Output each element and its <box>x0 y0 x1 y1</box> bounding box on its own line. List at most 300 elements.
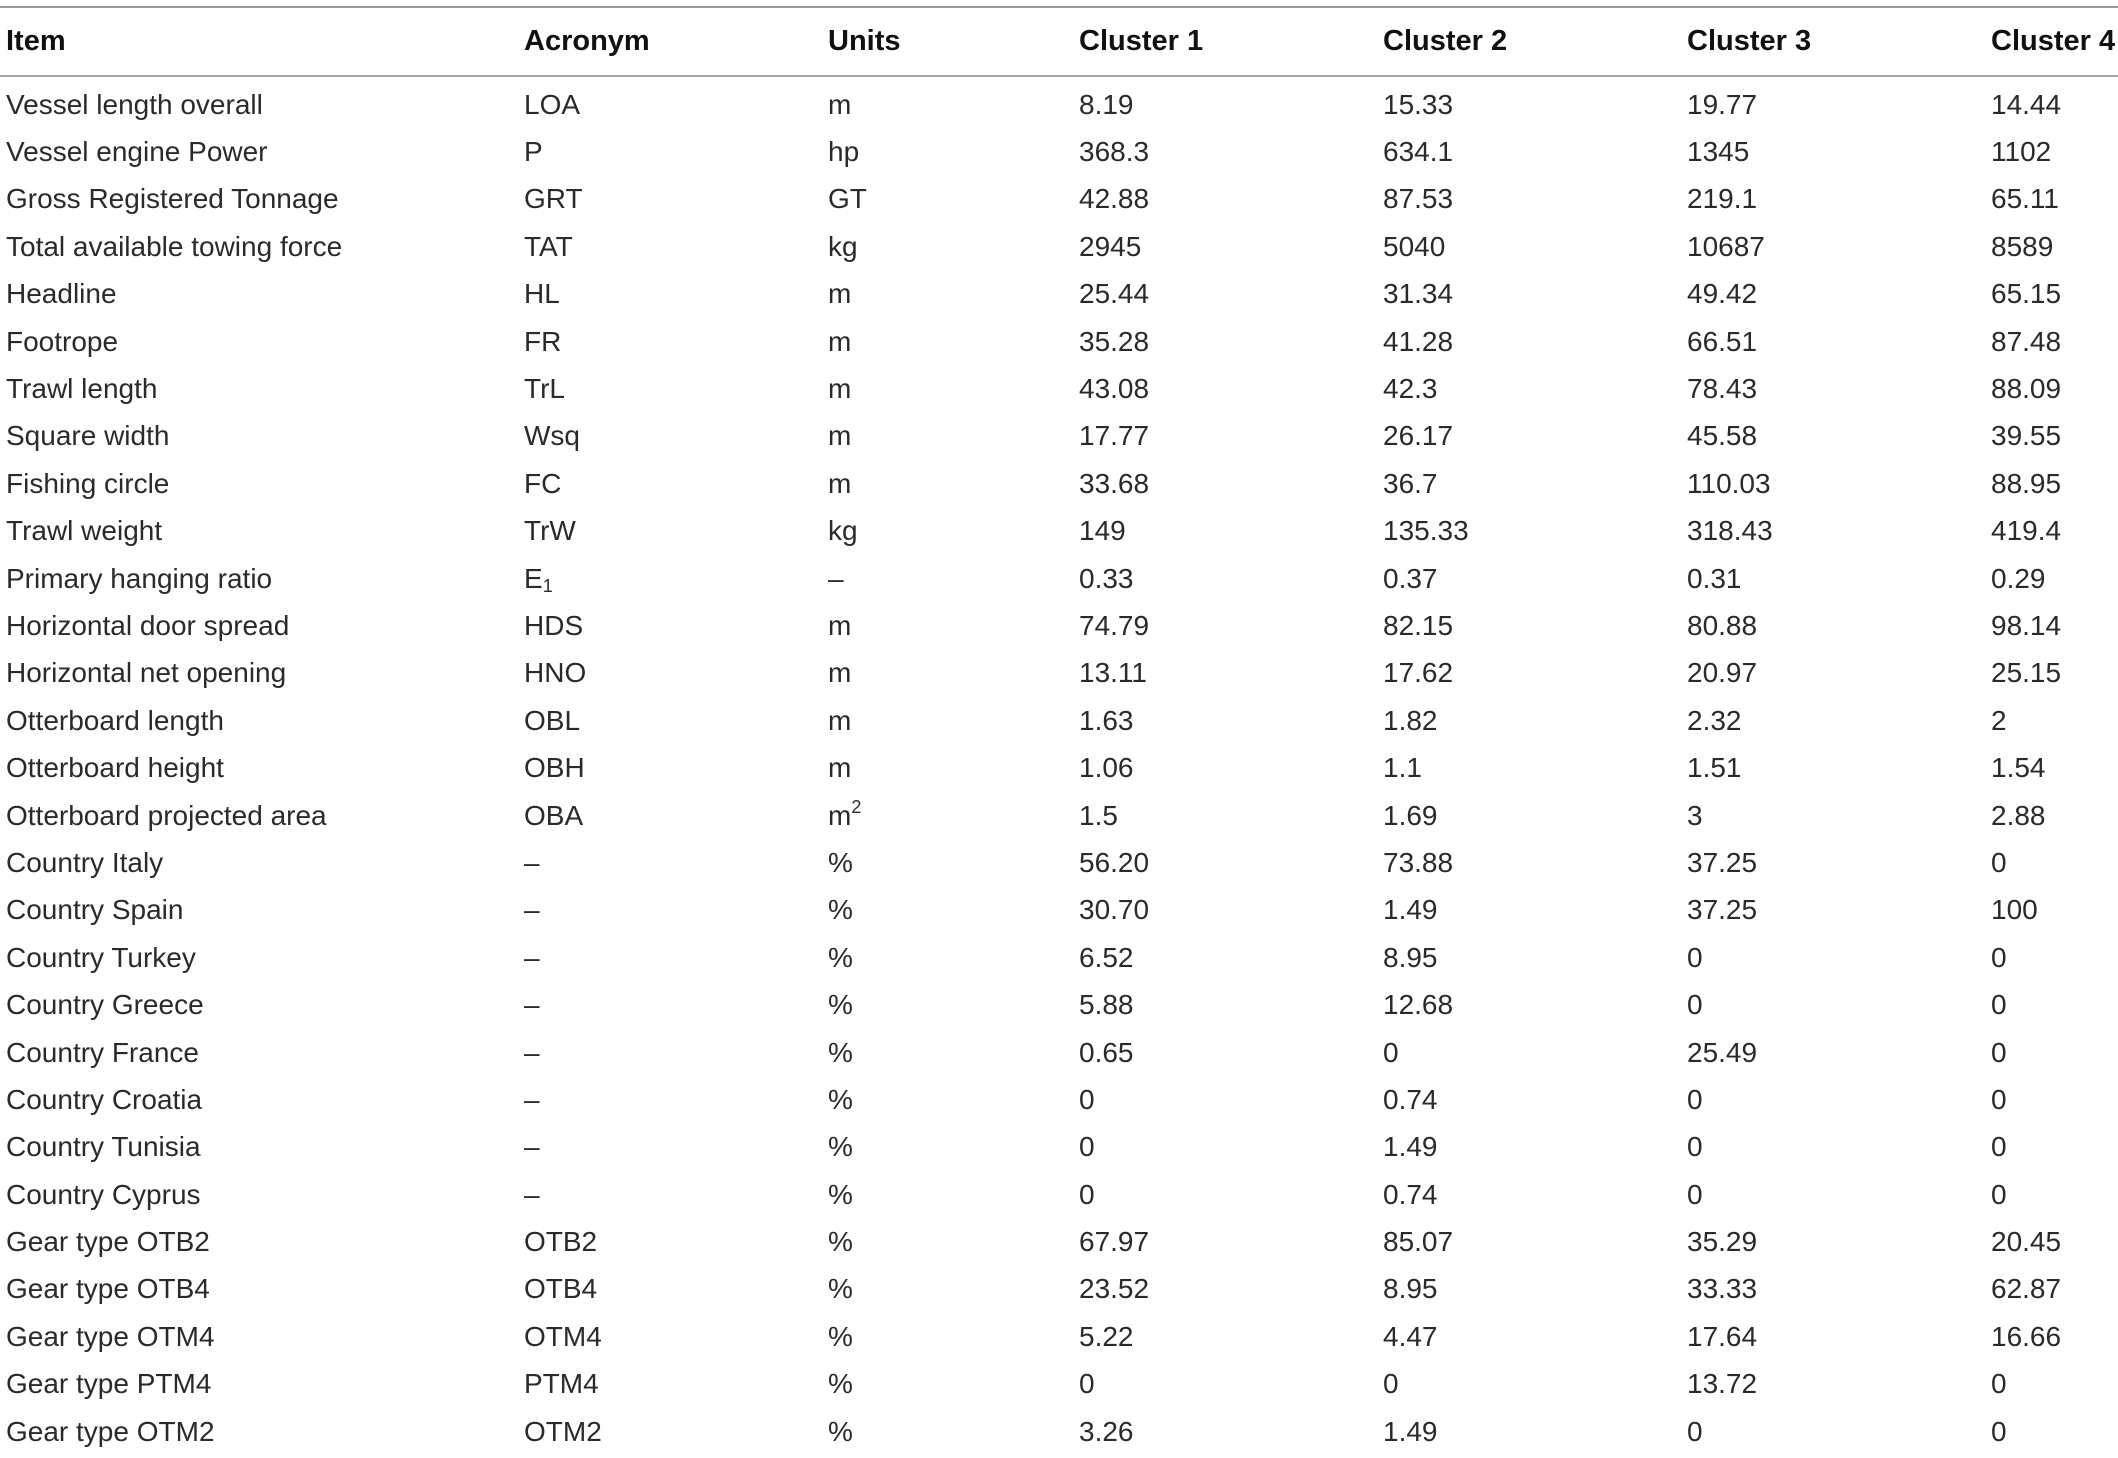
cluster-4-value: 0 <box>1991 1415 2007 1447</box>
cell-cluster-2 <box>1377 1218 1681 1265</box>
units-label: m <box>828 752 852 784</box>
cluster-4-value: 0 <box>1991 1083 2007 1115</box>
table-row <box>0 1266 2118 1313</box>
cell-acronym <box>518 1124 822 1171</box>
cluster-1-value: 149 <box>1079 515 1126 547</box>
cell-units <box>822 887 1073 934</box>
table-row <box>0 1076 2118 1123</box>
item-label: Country Tunisia <box>6 1131 201 1163</box>
item-label: Trawl weight <box>6 515 163 547</box>
cluster-4-value: 1102 <box>1991 136 2052 168</box>
cluster-2-value: 0.37 <box>1383 562 1438 594</box>
item-label: Primary hanging ratio <box>6 562 273 594</box>
cell-cluster-3 <box>1681 697 1985 744</box>
cell-item <box>0 792 518 839</box>
units-label: kg <box>828 515 858 547</box>
cell-item <box>0 1266 518 1313</box>
cluster-4-value: 0 <box>1991 989 2007 1021</box>
acronym-label: OBA <box>524 799 584 831</box>
cell-cluster-4 <box>1985 1124 2118 1171</box>
cluster-1-value: 2945 <box>1079 230 1142 262</box>
cluster-3-value: 0 <box>1687 1415 1703 1447</box>
cluster-table <box>0 8 2118 1455</box>
cell-acronym <box>518 697 822 744</box>
cell-item <box>0 1218 518 1265</box>
cluster-2-value: 36.7 <box>1383 467 1438 499</box>
cluster-2-value: 0.74 <box>1383 1178 1438 1210</box>
acronym-subscript: 1 <box>542 575 553 596</box>
cell-units <box>822 1076 1073 1123</box>
cluster-1-value: 25.44 <box>1079 278 1150 310</box>
table-row <box>0 839 2118 886</box>
cell-units <box>822 555 1073 602</box>
cluster-1-value: 0 <box>1079 1083 1095 1115</box>
cluster-1-value: 1.63 <box>1079 704 1134 736</box>
cluster-2-value: 5040 <box>1383 230 1446 262</box>
cluster-3-value: 0 <box>1687 1131 1703 1163</box>
cluster-3-value: 110.03 <box>1687 467 1771 499</box>
item-label: Horizontal door spread <box>6 609 290 641</box>
item-label: Country Italy <box>6 846 164 878</box>
cell-cluster-2 <box>1377 744 1681 791</box>
acronym-label: – <box>524 1036 540 1068</box>
header-cluster-1: Cluster 1 <box>1079 25 1204 57</box>
cell-cluster-4 <box>1985 176 2118 223</box>
item-label: Country Cyprus <box>6 1178 201 1210</box>
cell-acronym <box>518 271 822 318</box>
item-label: Square width <box>6 420 170 452</box>
cluster-2-value: 0 <box>1383 1368 1399 1400</box>
acronym-label: HL <box>524 278 560 310</box>
cell-acronym <box>518 128 822 175</box>
cluster-2-value: 8.95 <box>1383 941 1438 973</box>
cell-units <box>822 744 1073 791</box>
cluster-4-value: 16.66 <box>1991 1320 2062 1352</box>
cell-item <box>0 1029 518 1076</box>
cluster-4-value: 62.87 <box>1991 1273 2062 1305</box>
cluster-4-value: 100 <box>1991 894 2038 926</box>
units-label: m <box>828 325 852 357</box>
item-label: Otterboard length <box>6 704 224 736</box>
units-label: % <box>828 941 853 973</box>
units-label: % <box>828 1131 853 1163</box>
cell-cluster-3 <box>1681 602 1985 649</box>
cell-cluster-1 <box>1073 697 1377 744</box>
acronym-label: – <box>524 1083 540 1115</box>
cell-cluster-4 <box>1985 271 2118 318</box>
cluster-1-value: 43.08 <box>1079 373 1150 405</box>
cell-cluster-1 <box>1073 1313 1377 1360</box>
cell-cluster-1 <box>1073 318 1377 365</box>
cluster-4-value: 39.55 <box>1991 420 2062 452</box>
cluster-3-value: 10687 <box>1687 230 1765 262</box>
cell-cluster-2 <box>1377 1361 1681 1408</box>
table-row <box>0 744 2118 791</box>
table-row <box>0 697 2118 744</box>
cell-cluster-4 <box>1985 1266 2118 1313</box>
item-label: Horizontal net opening <box>6 657 287 689</box>
cell-item <box>0 934 518 981</box>
cell-cluster-4 <box>1985 602 2118 649</box>
cell-acronym <box>518 887 822 934</box>
cell-cluster-3 <box>1681 1218 1985 1265</box>
cell-cluster-3 <box>1681 128 1985 175</box>
cluster-4-value: 2 <box>1991 704 2007 736</box>
cell-cluster-1 <box>1073 271 1377 318</box>
cell-item <box>0 1076 518 1123</box>
table-row <box>0 176 2118 223</box>
cell-cluster-1 <box>1073 650 1377 697</box>
item-label: Headline <box>6 278 117 310</box>
cell-acronym <box>518 1266 822 1313</box>
item-label: Fishing circle <box>6 467 170 499</box>
cluster-1-value: 5.22 <box>1079 1320 1134 1352</box>
cluster-3-value: 1345 <box>1687 136 1750 168</box>
cluster-1-value: 23.52 <box>1079 1273 1150 1305</box>
cell-cluster-3 <box>1681 1408 1985 1455</box>
item-label: Country Turkey <box>6 941 196 973</box>
table-row <box>0 75 2118 128</box>
acronym-label: TrW <box>524 515 576 547</box>
cell-units <box>822 365 1073 412</box>
cluster-4-value: 0 <box>1991 1178 2007 1210</box>
cell-units <box>822 792 1073 839</box>
cluster-4-value: 88.95 <box>1991 467 2062 499</box>
cell-cluster-4 <box>1985 75 2118 128</box>
cluster-2-value: 1.49 <box>1383 1415 1438 1447</box>
cell-acronym <box>518 650 822 697</box>
cluster-3-value: 3 <box>1687 799 1703 831</box>
cell-cluster-3 <box>1681 365 1985 412</box>
table-row <box>0 650 2118 697</box>
cell-units <box>822 75 1073 128</box>
cell-cluster-2 <box>1377 650 1681 697</box>
cluster-1-value: 1.5 <box>1079 799 1118 831</box>
header-cluster-2: Cluster 2 <box>1383 25 1508 57</box>
cluster-4-value: 65.11 <box>1991 183 2059 215</box>
cluster-3-value: 17.64 <box>1687 1320 1758 1352</box>
cell-cluster-3 <box>1681 1171 1985 1218</box>
cluster-1-value: 0.65 <box>1079 1036 1134 1068</box>
table-row <box>0 887 2118 934</box>
cluster-4-value: 88.09 <box>1991 373 2062 405</box>
cell-units <box>822 508 1073 555</box>
item-label: Gear type OTB4 <box>6 1273 210 1305</box>
cell-cluster-4 <box>1985 555 2118 602</box>
acronym-label: E <box>524 562 543 594</box>
cell-item <box>0 223 518 270</box>
cluster-1-value: 0 <box>1079 1178 1095 1210</box>
cluster-1-value: 33.68 <box>1079 467 1150 499</box>
cluster-2-value: 0.74 <box>1383 1083 1438 1115</box>
cell-units <box>822 1266 1073 1313</box>
cell-cluster-2 <box>1377 792 1681 839</box>
cluster-2-value: 0 <box>1383 1036 1399 1068</box>
cell-cluster-4 <box>1985 128 2118 175</box>
acronym-label: OBL <box>524 704 581 736</box>
table-row <box>0 365 2118 412</box>
cluster-1-value: 0.33 <box>1079 562 1134 594</box>
cell-cluster-2 <box>1377 508 1681 555</box>
cluster-2-value: 41.28 <box>1383 325 1454 357</box>
cluster-3-value: 0 <box>1687 941 1703 973</box>
cluster-4-value: 419.4 <box>1991 515 2062 547</box>
cell-acronym <box>518 176 822 223</box>
cluster-4-value: 0.29 <box>1991 562 2046 594</box>
units-label: m <box>828 609 852 641</box>
cell-acronym <box>518 602 822 649</box>
units-label: kg <box>828 230 858 262</box>
cell-item <box>0 981 518 1028</box>
cell-cluster-3 <box>1681 508 1985 555</box>
cluster-1-value: 56.20 <box>1079 846 1150 878</box>
item-label: Vessel engine Power <box>6 136 268 168</box>
cell-item <box>0 1408 518 1455</box>
cell-units <box>822 413 1073 460</box>
header-item: Item <box>6 25 66 57</box>
item-label: Country Greece <box>6 989 204 1021</box>
cell-units <box>822 1171 1073 1218</box>
cell-units <box>822 318 1073 365</box>
table-row <box>0 223 2118 270</box>
cell-item <box>0 1361 518 1408</box>
cell-item <box>0 555 518 602</box>
cell-acronym <box>518 744 822 791</box>
cell-cluster-4 <box>1985 981 2118 1028</box>
cell-item <box>0 1313 518 1360</box>
cell-units <box>822 981 1073 1028</box>
cell-cluster-4 <box>1985 1361 2118 1408</box>
cell-cluster-4 <box>1985 318 2118 365</box>
cluster-1-value: 3.26 <box>1079 1415 1134 1447</box>
cell-item <box>0 413 518 460</box>
cluster-4-value: 0 <box>1991 846 2007 878</box>
cell-item <box>0 75 518 128</box>
units-label: m <box>828 467 852 499</box>
cell-cluster-2 <box>1377 839 1681 886</box>
cell-units <box>822 460 1073 507</box>
cell-acronym <box>518 1076 822 1123</box>
table-row <box>0 1029 2118 1076</box>
cell-cluster-1 <box>1073 792 1377 839</box>
cluster-3-value: 19.77 <box>1687 88 1758 120</box>
cluster-1-value: 1.06 <box>1079 752 1134 784</box>
cell-cluster-4 <box>1985 413 2118 460</box>
cell-item <box>0 271 518 318</box>
cell-acronym <box>518 1171 822 1218</box>
acronym-label: OTM2 <box>524 1415 602 1447</box>
cell-cluster-2 <box>1377 460 1681 507</box>
cluster-1-value: 42.88 <box>1079 183 1150 215</box>
item-label: Country France <box>6 1036 199 1068</box>
units-label: % <box>828 1273 853 1305</box>
cell-units <box>822 650 1073 697</box>
cluster-2-value: 42.3 <box>1383 373 1438 405</box>
cell-cluster-2 <box>1377 981 1681 1028</box>
units-superscript: 2 <box>851 796 862 817</box>
cell-acronym <box>518 1313 822 1360</box>
cell-units <box>822 697 1073 744</box>
cell-cluster-4 <box>1985 650 2118 697</box>
cell-cluster-2 <box>1377 887 1681 934</box>
cell-cluster-4 <box>1985 1171 2118 1218</box>
cluster-1-value: 0 <box>1079 1131 1095 1163</box>
cluster-3-value: 2.32 <box>1687 704 1742 736</box>
cluster-2-value: 1.69 <box>1383 799 1438 831</box>
table-row <box>0 1313 2118 1360</box>
cell-cluster-4 <box>1985 365 2118 412</box>
cluster-3-value: 0.31 <box>1687 562 1742 594</box>
cell-cluster-3 <box>1681 460 1985 507</box>
cell-units <box>822 839 1073 886</box>
table-row <box>0 981 2118 1028</box>
item-label: Country Croatia <box>6 1083 203 1115</box>
units-label: m <box>828 278 852 310</box>
cell-cluster-4 <box>1985 1408 2118 1455</box>
cell-item <box>0 176 518 223</box>
cell-cluster-1 <box>1073 887 1377 934</box>
cell-cluster-2 <box>1377 1171 1681 1218</box>
units-label: m <box>828 657 852 689</box>
table-body <box>0 75 2118 1455</box>
cell-acronym <box>518 555 822 602</box>
cluster-2-value: 634.1 <box>1383 136 1454 168</box>
cluster-1-value: 0 <box>1079 1368 1095 1400</box>
cluster-4-value: 2.88 <box>1991 799 2046 831</box>
units-label: % <box>828 1415 853 1447</box>
cell-cluster-2 <box>1377 934 1681 981</box>
cell-cluster-3 <box>1681 271 1985 318</box>
cell-cluster-4 <box>1985 934 2118 981</box>
acronym-label: – <box>524 941 540 973</box>
item-label: Gear type OTM2 <box>6 1415 215 1447</box>
units-label: m <box>828 420 852 452</box>
cluster-2-value: 1.49 <box>1383 894 1438 926</box>
acronym-label: PTM4 <box>524 1368 599 1400</box>
cell-item <box>0 697 518 744</box>
cluster-1-value: 8.19 <box>1079 88 1134 120</box>
cell-cluster-3 <box>1681 1029 1985 1076</box>
table-row <box>0 413 2118 460</box>
cluster-3-value: 78.43 <box>1687 373 1758 405</box>
units-label: % <box>828 989 853 1021</box>
cluster-2-value: 1.82 <box>1383 704 1438 736</box>
table-row <box>0 460 2118 507</box>
cell-units <box>822 1361 1073 1408</box>
cell-item <box>0 318 518 365</box>
cluster-3-value: 49.42 <box>1687 278 1758 310</box>
cell-cluster-3 <box>1681 1266 1985 1313</box>
cell-item <box>0 365 518 412</box>
cell-cluster-2 <box>1377 413 1681 460</box>
cell-units <box>822 1408 1073 1455</box>
cell-cluster-2 <box>1377 318 1681 365</box>
units-label: % <box>828 1226 853 1258</box>
units-label: m <box>828 88 852 120</box>
cell-cluster-2 <box>1377 1266 1681 1313</box>
cluster-3-value: 80.88 <box>1687 609 1758 641</box>
cell-cluster-4 <box>1985 1029 2118 1076</box>
cell-item <box>0 887 518 934</box>
cluster-2-value: 17.62 <box>1383 657 1454 689</box>
cluster-3-value: 0 <box>1687 1178 1703 1210</box>
cell-acronym <box>518 223 822 270</box>
units-label: % <box>828 1178 853 1210</box>
cell-cluster-4 <box>1985 223 2118 270</box>
cell-cluster-2 <box>1377 75 1681 128</box>
table-header-row <box>0 8 2118 75</box>
table-row <box>0 1408 2118 1455</box>
cluster-4-value: 87.48 <box>1991 325 2062 357</box>
item-label: Otterboard projected area <box>6 799 327 831</box>
cell-cluster-4 <box>1985 1313 2118 1360</box>
cell-acronym <box>518 934 822 981</box>
table-row <box>0 1171 2118 1218</box>
cell-cluster-2 <box>1377 1029 1681 1076</box>
cell-cluster-1 <box>1073 413 1377 460</box>
units-label: – <box>828 562 844 594</box>
cluster-3-value: 66.51 <box>1687 325 1758 357</box>
header-units: Units <box>828 25 901 57</box>
cell-units <box>822 934 1073 981</box>
cluster-3-value: 1.51 <box>1687 752 1742 784</box>
cell-cluster-4 <box>1985 744 2118 791</box>
cell-acronym <box>518 508 822 555</box>
units-label: % <box>828 894 853 926</box>
cell-cluster-1 <box>1073 1029 1377 1076</box>
acronym-label: TAT <box>524 230 573 262</box>
cluster-3-value: 37.25 <box>1687 894 1758 926</box>
cell-acronym <box>518 981 822 1028</box>
cluster-4-value: 1.54 <box>1991 752 2046 784</box>
cell-cluster-1 <box>1073 602 1377 649</box>
cluster-2-value: 1.1 <box>1383 752 1422 784</box>
acronym-label: OBH <box>524 752 585 784</box>
cell-cluster-1 <box>1073 223 1377 270</box>
cell-units <box>822 1218 1073 1265</box>
cluster-1-value: 67.97 <box>1079 1226 1150 1258</box>
table-row <box>0 602 2118 649</box>
cell-item <box>0 128 518 175</box>
cluster-3-value: 37.25 <box>1687 846 1758 878</box>
cell-cluster-2 <box>1377 1076 1681 1123</box>
cell-cluster-1 <box>1073 1266 1377 1313</box>
cluster-3-value: 35.29 <box>1687 1226 1758 1258</box>
cell-cluster-1 <box>1073 1218 1377 1265</box>
cell-units <box>822 602 1073 649</box>
cell-cluster-2 <box>1377 176 1681 223</box>
cell-cluster-2 <box>1377 1408 1681 1455</box>
cell-cluster-4 <box>1985 1076 2118 1123</box>
units-label: % <box>828 1083 853 1115</box>
table-row <box>0 318 2118 365</box>
cell-cluster-2 <box>1377 128 1681 175</box>
cluster-4-value: 20.45 <box>1991 1226 2062 1258</box>
acronym-label: – <box>524 989 540 1021</box>
cell-cluster-2 <box>1377 1124 1681 1171</box>
item-label: Footrope <box>6 325 119 357</box>
cell-units <box>822 1029 1073 1076</box>
cell-cluster-3 <box>1681 75 1985 128</box>
table-row <box>0 792 2118 839</box>
cluster-4-value: 0 <box>1991 1368 2007 1400</box>
cluster-4-value: 0 <box>1991 1036 2007 1068</box>
cell-cluster-3 <box>1681 1361 1985 1408</box>
cell-cluster-2 <box>1377 1313 1681 1360</box>
item-label: Otterboard height <box>6 752 224 784</box>
cell-cluster-1 <box>1073 508 1377 555</box>
cluster-2-value: 31.34 <box>1383 278 1454 310</box>
